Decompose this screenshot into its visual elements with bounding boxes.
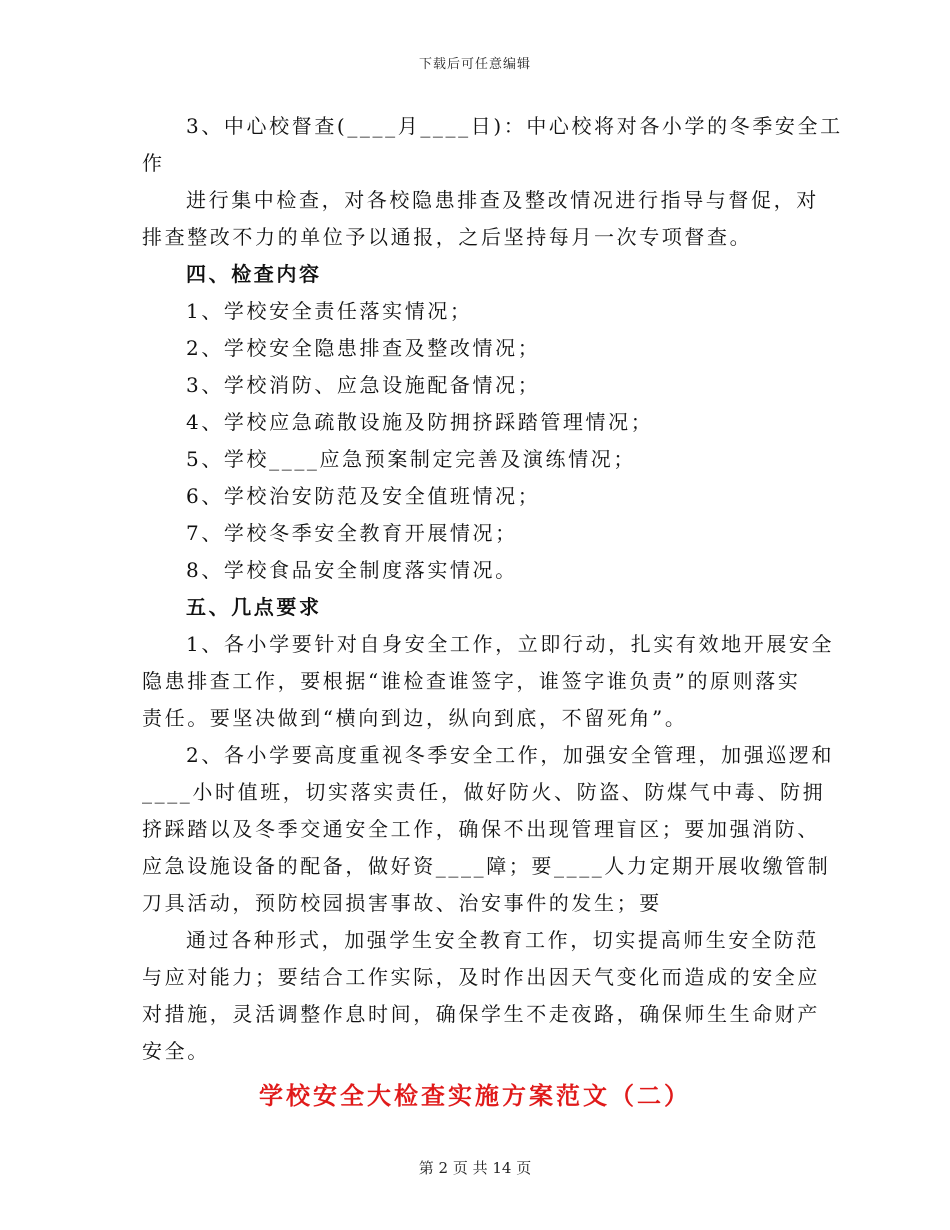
list-item: 7、学校冬季安全教育开展情况； [186, 521, 518, 545]
paragraph-line: 3、中心校督查(____月____日)：中心校将对各小学的冬季安全工 [186, 114, 843, 138]
page-footer: 第 2 页 共 14 页 [418, 1159, 532, 1177]
list-item: 4、学校应急疏散设施及防拥挤踩踏管理情况； [186, 410, 654, 434]
list-item: 5、学校____应急预案制定完善及演练情况； [186, 447, 636, 471]
paragraph-line: 刀具活动，预防校园损害事故、治安事件的发生；要 [142, 891, 662, 915]
paragraph-line: 安全。 [142, 1039, 210, 1063]
list-item: 8、学校食品安全制度落实情况。 [186, 558, 518, 582]
page-header: 下载后可任意编辑 [418, 57, 531, 72]
list-item: 2、学校安全隐患排查及整改情况； [186, 336, 541, 360]
list-item: 6、学校治安防范及安全值班情况； [186, 484, 541, 508]
paragraph-line: 对措施，灵活调整作息时间，确保学生不走夜路，确保师生生命财产 [142, 1002, 820, 1026]
paragraph-line: 1、各小学要针对自身安全工作，立即行动，扎实有效地开展安全 [186, 632, 835, 656]
section-title: 学校安全大检查实施方案范文（二） [259, 1081, 691, 1110]
paragraph-line: 与应对能力；要结合工作实际，及时作出因天气变化而造成的安全应 [142, 965, 820, 989]
paragraph-line: 通过各种形式，加强学生安全教育工作，切实提高师生安全防范 [186, 928, 819, 952]
paragraph-line: 隐患排查工作，要根据“谁检查谁签字，谁签字谁负责”的原则落实 [142, 669, 801, 693]
paragraph-line: 进行集中检查，对各校隐患排查及整改情况进行指导与督促，对 [186, 188, 819, 212]
list-item: 1、学校安全责任落实情况； [186, 299, 473, 323]
section-heading: 五、几点要求 [186, 595, 322, 619]
list-item: 3、学校消防、应急设施配备情况； [186, 373, 541, 397]
paragraph-line: 责任。要坚决做到“横向到边，纵向到底，不留死角”。 [142, 706, 688, 730]
paragraph-line: ____小时值班，切实落实责任，做好防火、防盗、防煤气中毒、防拥 [142, 780, 826, 804]
paragraph-line: 排查整改不力的单位予以通报，之后坚持每月一次专项督查。 [142, 225, 753, 249]
document-body [142, 108, 843, 1070]
section-heading: 四、检查内容 [186, 262, 322, 286]
paragraph-line: 作 [142, 151, 165, 175]
paragraph-line: 挤踩踏以及冬季交通安全工作，确保不出现管理盲区；要加强消防、 [142, 817, 820, 841]
paragraph-line: 2、各小学要高度重视冬季安全工作，加强安全管理，加强巡逻和 [186, 743, 835, 767]
paragraph-line: 应急设施设备的配备，做好资____障；要____人力定期开展收缴管制 [142, 854, 831, 878]
